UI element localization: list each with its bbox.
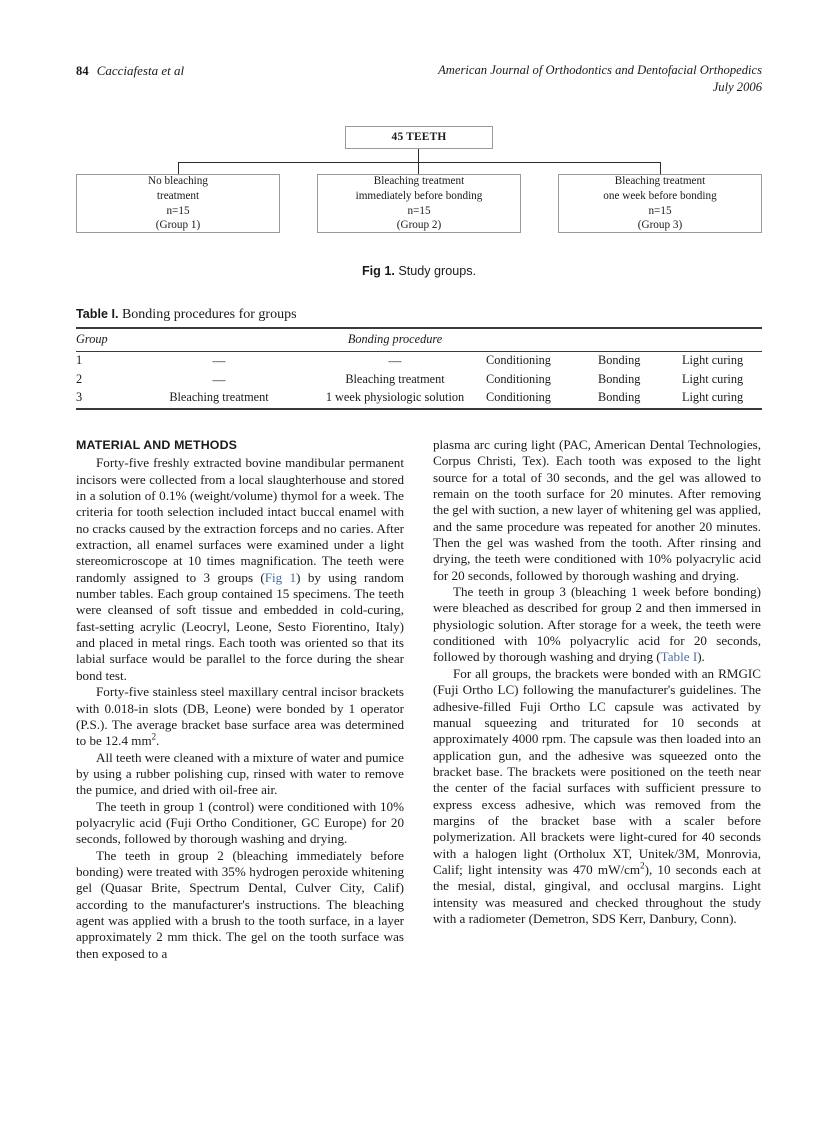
paragraph-group-3 xyxy=(433,584,761,666)
flowchart-root-node xyxy=(345,126,493,149)
table-1-title-text: Bonding procedures for groups xyxy=(121,307,297,322)
row-1-curing: Light curing xyxy=(682,353,744,368)
group-3-line-4: (Group 3) xyxy=(637,219,683,232)
flowchart-node-group-2 xyxy=(317,174,521,233)
figure-1-block xyxy=(76,126,762,278)
table-header-row xyxy=(76,328,762,352)
running-head-right xyxy=(438,62,762,96)
page-number: 84 xyxy=(76,64,89,78)
figure-1-caption-text: Study groups. xyxy=(398,264,477,278)
row-1-pretreatment: — xyxy=(212,353,226,369)
table-1-label: Table I. xyxy=(76,307,119,321)
table-header-procedure: Bonding procedure xyxy=(304,328,486,352)
group-3-line-3: n=15 xyxy=(648,204,672,217)
row-2-group: 2 xyxy=(76,371,83,386)
group-1-line-1: No bleaching xyxy=(148,175,208,188)
para-r3-text-b: ), 10 seconds each at the mesial, distal, gingival, and occlusal margins. Light intensity was measured and checked throughout the study with a radiometer (Demetron, SDS Kerr, Danbury, Conn). xyxy=(433,861,761,926)
table-1-block xyxy=(76,307,762,410)
para-r2-text-b: ). xyxy=(697,649,705,665)
group-2-line-2: immediately before bonding xyxy=(355,189,483,202)
row-2-curing: Light curing xyxy=(682,371,744,386)
xref-fig-1[interactable]: Fig 1 xyxy=(264,569,297,585)
connector-drop-group-3 xyxy=(660,162,661,174)
paragraph-cleaning: All teeth were cleaned with a mixture of water and pumice by using a rubber polishing cup, rinsed with water to remove the pumice, and dried with oil-free air. xyxy=(76,749,404,798)
paragraph-specimen-preparation xyxy=(76,455,404,684)
paragraph-bonding-procedure xyxy=(433,666,761,928)
para-r3-superscript: 2 xyxy=(640,860,645,871)
connector-stem-top xyxy=(418,149,419,163)
body-text-columns xyxy=(76,437,762,1037)
row-2-bonding: Bonding xyxy=(598,371,641,386)
running-head-left xyxy=(76,62,184,80)
row-3-pretreatment: Bleaching treatment xyxy=(169,390,269,405)
row-1-bonding: Bonding xyxy=(598,353,641,368)
paragraph-pac-curing-continued: plasma arc curing light (PAC, American Dental Technologies, Corpus Christi, Tex). Each tooth was exposed to the light source for a total of 30 seconds, and the gel was allowed to remain on the tooth surface for 20 minutes. After removing the gel with suction, a new layer of whitening gel was applied, and the same procedure was repeated for another 20 minutes. Then the gel was washed from the tooth. After rinsing and drying, the teeth were conditioned with 10% polyacrylic acid for 20 seconds, followed by thorough washing and drying. xyxy=(433,437,761,583)
table-header-group: Group xyxy=(76,328,134,352)
group-3-line-1: Bleaching treatment xyxy=(614,175,706,188)
para-2-text-b: . xyxy=(156,733,160,749)
left-text-column xyxy=(76,437,404,1037)
row-2-pretreatment: — xyxy=(212,371,226,387)
running-head-authors: Cacciafesta et al xyxy=(96,63,185,78)
flowchart-root-label: 45 TEETH xyxy=(391,131,447,144)
connector-horizontal-bar xyxy=(178,162,661,163)
row-1-group: 1 xyxy=(76,353,83,368)
para-1-text-b: ) by using random number tables. Each group contained 15 specimens. The teeth were cleansed of soft tissue and embedded in cold-curing, fast-setting acrylic (Leocryl, Leone, Sesto Fiorentino, Italy) and placed in metal rings. Each tooth was oriented so that its labial surface would be parallel to the force during the shear bond test. xyxy=(76,569,404,683)
table-header-procedure-spacer-a xyxy=(134,328,304,352)
row-2-storage: Bleaching treatment xyxy=(345,371,445,386)
row-3-conditioning: Conditioning xyxy=(486,390,551,405)
connector-drop-group-1 xyxy=(178,162,179,174)
paragraph-brackets xyxy=(76,684,404,749)
flowchart-node-group-1 xyxy=(76,174,280,233)
xref-table-1[interactable]: Table I xyxy=(660,649,698,665)
group-2-line-3: n=15 xyxy=(407,204,431,217)
para-r3-text-a: For all groups, the brackets were bonded with an RMGIC (Fuji Ortho LC) following the manufacturer's guidelines. The adhesive-filled Fuji Ortho LC capsule was activated by manual squeezing and triturated for 10 seconds at approximately 4000 rpm. The capsule was then loaded into an application gun, and the adhesive was squeezed onto the bracket base. The brackets were positioned on the teeth near the center of the facial surfaces with sufficient pressure to express excess adhesive, which was removed from the margins of the bracket base with a scaler before polymerization. All brackets were light-cured for 40 seconds with a halogen light (Ortholux XT, Unitek/3M, Monrovia, Calif; light intensity was 470 mW/cm xyxy=(433,665,761,877)
group-1-line-2: treatment xyxy=(156,189,200,202)
group-2-line-1: Bleaching treatment xyxy=(373,175,465,188)
table-row xyxy=(76,389,762,409)
table-header-procedure-spacer-b xyxy=(486,328,598,352)
table-header xyxy=(76,328,762,352)
para-2-superscript: 2 xyxy=(151,731,157,742)
row-1-storage: — xyxy=(388,353,402,369)
row-3-storage: 1 week physiologic solution xyxy=(325,390,465,405)
paragraph-group-1: The teeth in group 1 (control) were conditioned with 10% polyacrylic acid (Fuji Ortho Conditioner, GC Europe) for 20 seconds, followed by thorough washing and drying. xyxy=(76,798,404,847)
row-2-conditioning: Conditioning xyxy=(486,371,551,386)
journal-title: American Journal of Orthodontics and Dentofacial Orthopedics xyxy=(438,63,762,77)
flowchart-node-group-3 xyxy=(558,174,762,233)
figure-1-label: Fig 1. xyxy=(361,264,395,278)
para-r2-text-a: The teeth in group 3 (bleaching 1 week before bonding) were bleached as described for group 2 and then immersed in physiologic solution. After storage for a week, the teeth were conditioned with 10% polyacrylic acid for 20 seconds, followed by thorough washing and drying ( xyxy=(433,584,761,665)
section-heading-material-and-methods: MATERIAL AND METHODS xyxy=(76,438,238,452)
row-1-conditioning: Conditioning xyxy=(486,353,551,368)
group-2-line-4: (Group 2) xyxy=(396,219,442,232)
issue-date: July 2006 xyxy=(712,80,762,94)
table-body xyxy=(76,352,762,410)
row-3-group: 3 xyxy=(76,390,83,405)
group-1-line-4: (Group 1) xyxy=(155,219,201,232)
row-3-bonding: Bonding xyxy=(598,390,641,405)
right-text-column xyxy=(433,437,761,1037)
row-3-curing: Light curing xyxy=(682,390,744,405)
table-row xyxy=(76,352,762,371)
bonding-procedures-table xyxy=(76,327,762,410)
table-header-procedure-spacer-c xyxy=(598,328,682,352)
para-2-text-a: Forty-five stainless steel maxillary central incisor brackets with 0.018-in slots (DB, Leone) were bonded by 1 operator (P.S.). The average bracket base surface area was determined to be 12.4 mm xyxy=(76,684,404,749)
table-header-procedure-spacer-d xyxy=(682,328,762,352)
table-row xyxy=(76,371,762,390)
study-groups-flowchart xyxy=(76,126,762,246)
figure-1-caption xyxy=(76,264,762,278)
group-1-line-3: n=15 xyxy=(166,204,190,217)
paragraph-group-2: The teeth in group 2 (bleaching immediately before bonding) were treated with 35% hydrogen peroxide whitening gel (Quasar Brite, Spectrum Dental, Culver City, Calif) according to the manufacturer's instructions. The bleaching agent was applied with a brush to the tooth surface, in a layer approximately 2 mm thick. The gel on the tooth surface was then exposed to a xyxy=(76,847,404,961)
para-1-text-a: Forty-five freshly extracted bovine mandibular permanent incisors were collected from a local slaughterhouse and stored in a solution of 0.1% (weight/volume) thymol for a week. The criteria for tooth selection included intact buccal enamel with no cracks caused by the extraction forceps and no caries. After extraction, all enamel surfaces were examined under a light stereomicroscope at 10 times magnification. The teeth were randomly assigned to 3 groups ( xyxy=(76,455,404,585)
table-1-title xyxy=(76,307,762,327)
running-head xyxy=(76,62,762,102)
connector-drop-group-2 xyxy=(418,162,419,174)
group-3-line-2: one week before bonding xyxy=(603,189,717,202)
